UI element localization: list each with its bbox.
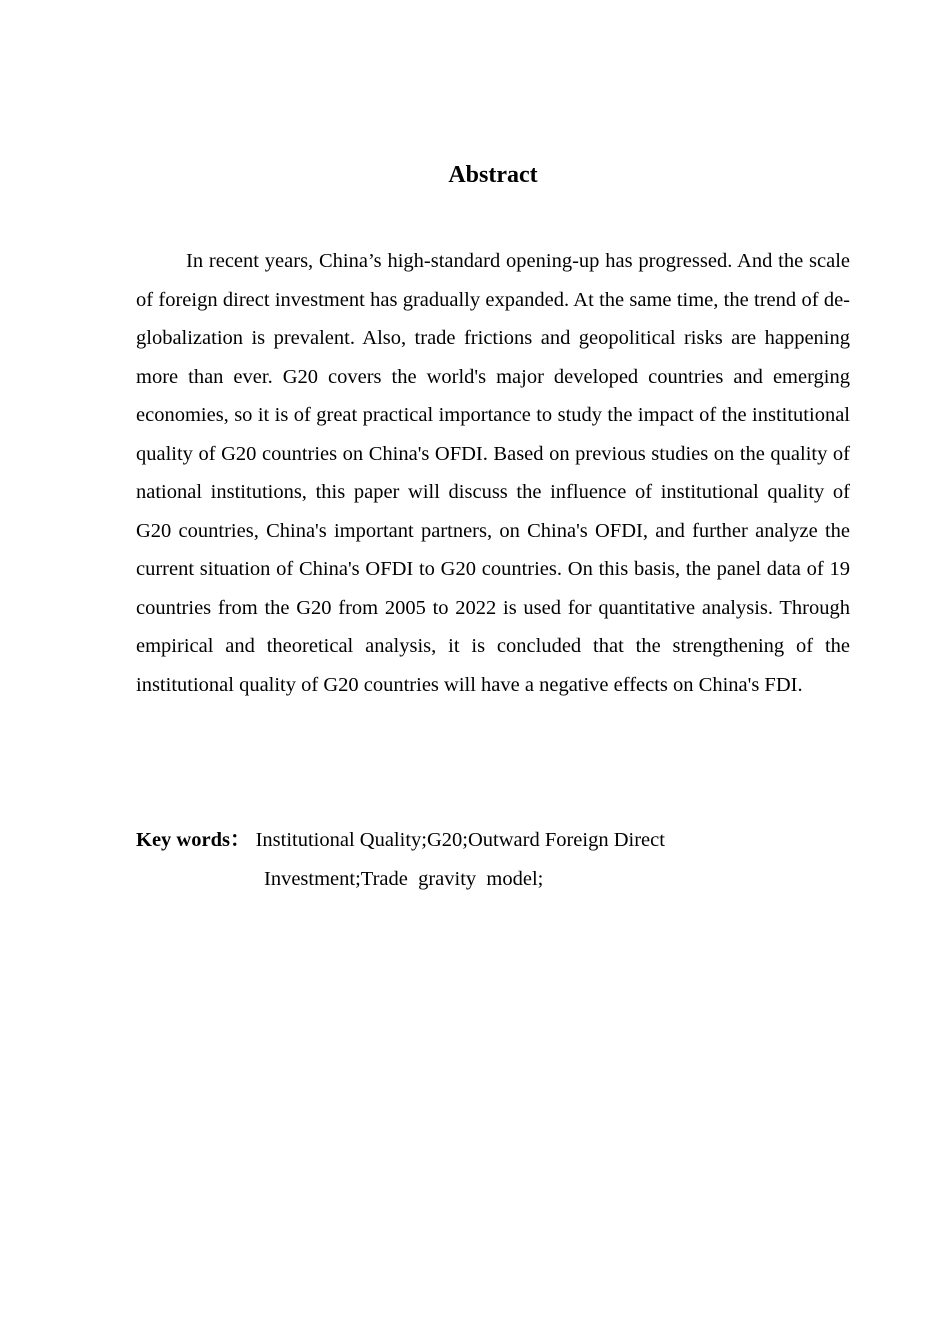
- keywords-text-2: Investment;Trade gravity model;: [264, 867, 544, 890]
- abstract-paragraph: In recent years, China’s high-standard opening-up has progressed. And the scale of foreign direct investment has gradually expanded. At the same time, the trend of de-globalization is prevalent. Also, trade frictions and geopolitical risks are happening more than ever. G20 covers the world's major developed countries and emerging economies, so it is of great practical importance to study the impact of the institutional quality of G20 countries on China's OFDI. Based on previous studies on the quality of national institutions, this paper will discuss the influence of institutional quality of G20 countries, China's important partners, on China's OFDI, and further analyze the current situation of China's OFDI to G20 countries. On this basis, the panel data of 19 countries from the G20 from 2005 to 2022 is used for quantitative analysis. Through empirical and theoretical analysis, it is concluded that the strengthening of the institutional quality of G20 countries will have a negative effects on China's FDI.: [136, 250, 850, 696]
- keywords-text-1: Institutional Quality;G20;Outward Foreign Direct: [250, 829, 665, 851]
- keywords-line-1: [136, 821, 850, 860]
- keywords-label: Key words：: [136, 829, 251, 851]
- keywords-section: [136, 821, 850, 898]
- abstract-heading: Abstract: [448, 162, 538, 188]
